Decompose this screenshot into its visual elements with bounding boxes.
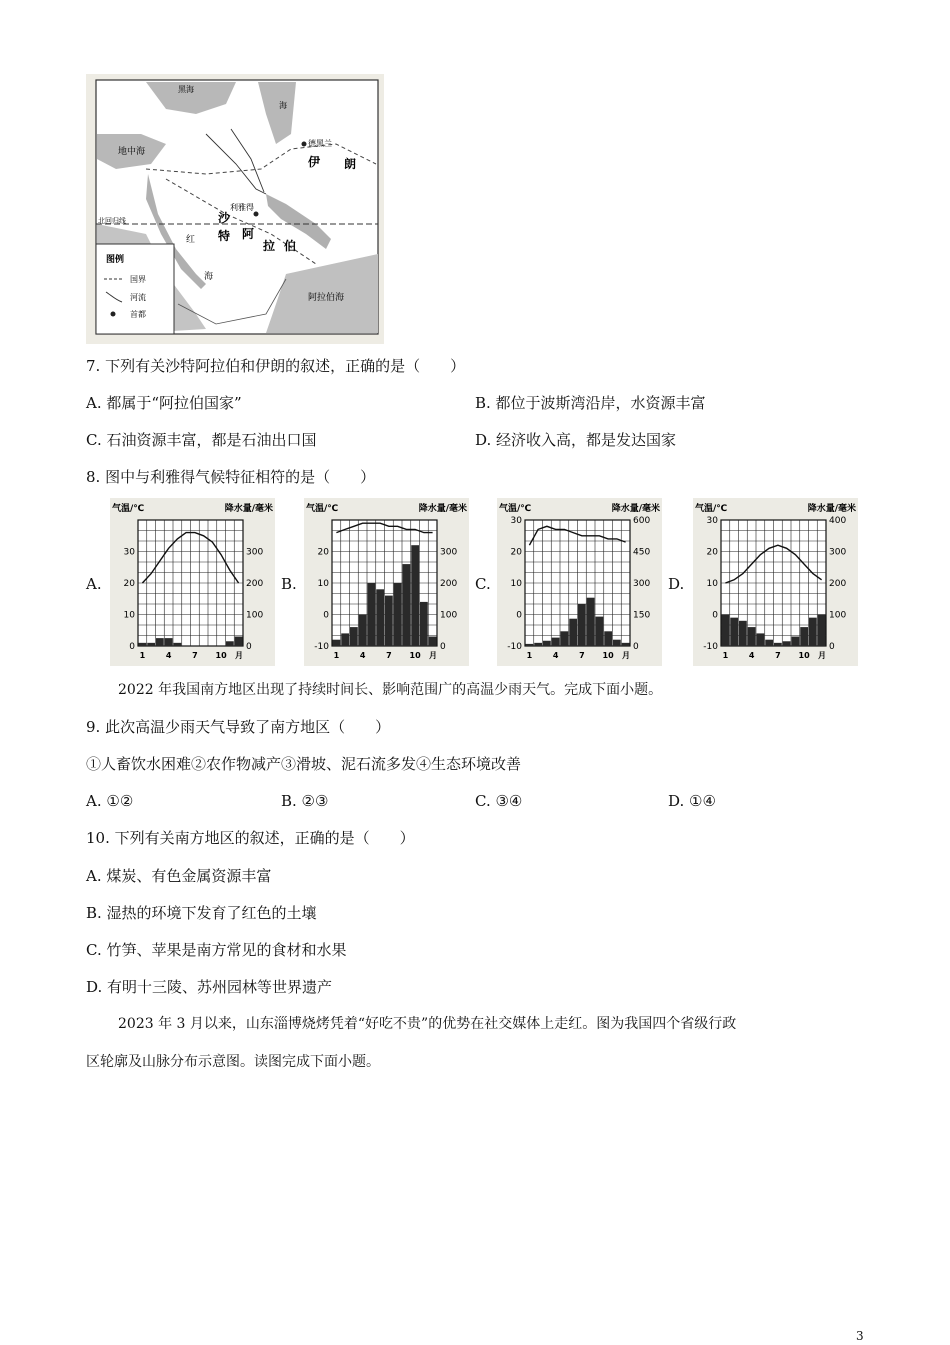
iran-label-2: 朗 bbox=[344, 157, 357, 171]
x-tick-label: 月 bbox=[235, 651, 243, 660]
precip-tick-label: 0 bbox=[440, 642, 446, 652]
x-tick-label: 4 bbox=[748, 651, 755, 660]
precipitation-bar bbox=[420, 602, 428, 646]
q7-option-c: C. 石油资源丰富，都是石油出口国 bbox=[86, 431, 317, 449]
legend-capital-label: 首都 bbox=[130, 310, 146, 319]
middle-east-map bbox=[86, 74, 384, 344]
q10-option-a: A. 煤炭、有色金属资源丰富 bbox=[86, 867, 272, 885]
precipitation-bar bbox=[587, 598, 595, 646]
x-tick-label: 10 bbox=[215, 651, 227, 660]
precipitation-bar bbox=[543, 641, 551, 646]
temp-tick-label: 0 bbox=[712, 610, 718, 621]
q7-option-d: D. 经济收入高，都是发达国家 bbox=[475, 431, 677, 449]
precipitation-bar bbox=[748, 627, 756, 646]
precipitation-bar bbox=[569, 619, 577, 646]
q9-option-c: C. ③④ bbox=[475, 792, 523, 810]
page-number: 3 bbox=[856, 1329, 864, 1343]
q9-items: ①人畜饮水困难②农作物减产③滑坡、泥石流多发④生态环境改善 bbox=[86, 755, 522, 773]
q8-letter-c: C. bbox=[475, 575, 491, 593]
y-axis-right-title: 降水量/毫米 bbox=[807, 504, 856, 514]
precipitation-bar bbox=[235, 637, 243, 646]
temp-tick-label: 30 bbox=[510, 516, 522, 526]
x-tick-label: 4 bbox=[552, 651, 559, 660]
precipitation-bar bbox=[739, 621, 747, 646]
tehran-capital-icon bbox=[302, 142, 307, 147]
legend-border-label: 国界 bbox=[130, 275, 146, 284]
q7-option-a: A. 都属于“阿拉伯国家” bbox=[86, 394, 242, 412]
red-sea-label-1: 红 bbox=[186, 235, 196, 245]
x-tick-label: 1 bbox=[722, 651, 729, 660]
precipitation-bar bbox=[809, 618, 817, 646]
precip-tick-label: 200 bbox=[246, 579, 264, 589]
precipitation-bar bbox=[534, 643, 542, 646]
riyadh-capital-icon bbox=[254, 212, 259, 217]
passage-drought: 2022 年我国南方地区出现了持续时间长、影响范围广的高温少雨天气。完成下面小题。 bbox=[118, 682, 663, 698]
tehran-label: 德黑兰 bbox=[308, 139, 332, 148]
temp-tick-label: 20 bbox=[706, 547, 718, 558]
precipitation-bar bbox=[552, 638, 560, 646]
legend-capital-icon bbox=[111, 312, 116, 317]
precip-tick-label: 200 bbox=[829, 579, 847, 589]
x-tick-label: 1 bbox=[139, 651, 146, 660]
y-axis-left-title: 气温/℃ bbox=[499, 504, 532, 514]
precip-tick-label: 400 bbox=[829, 516, 847, 526]
precipitation-bar bbox=[341, 633, 349, 646]
precip-tick-label: 100 bbox=[246, 610, 264, 621]
precipitation-bar bbox=[156, 638, 164, 646]
q10-option-c: C. 竹笋、苹果是南方常见的食材和水果 bbox=[86, 941, 347, 959]
precipitation-bar bbox=[800, 627, 808, 646]
temp-tick-label: -10 bbox=[703, 642, 718, 652]
caspian-label: 海 bbox=[279, 101, 287, 110]
x-tick-label: 月 bbox=[429, 651, 437, 660]
precipitation-bar bbox=[596, 617, 604, 646]
precipitation-bar bbox=[818, 615, 826, 647]
precipitation-bar bbox=[226, 641, 234, 646]
temp-tick-label: 30 bbox=[706, 516, 718, 526]
q10-option-b: B. 湿热的环境下发育了红色的土壤 bbox=[86, 904, 317, 922]
q8-letter-a: A. bbox=[86, 575, 102, 593]
red-sea-label-2: 海 bbox=[204, 272, 214, 282]
tropic-label: 北回归线 bbox=[98, 217, 126, 225]
saudi-label-5: 伯 bbox=[284, 239, 297, 253]
temp-tick-label: 10 bbox=[123, 610, 135, 621]
precip-tick-label: 300 bbox=[440, 547, 458, 558]
passage-zibo-line2: 区轮廓及山脉分布示意图。读图完成下面小题。 bbox=[86, 1054, 380, 1070]
precipitation-bar bbox=[174, 643, 182, 646]
y-axis-left-title: 气温/℃ bbox=[112, 504, 145, 514]
precip-tick-label: 100 bbox=[829, 610, 847, 621]
precipitation-bar bbox=[765, 640, 773, 646]
precipitation-bar bbox=[722, 615, 730, 647]
q8-letter-b: B. bbox=[281, 575, 297, 593]
precipitation-bar bbox=[774, 643, 782, 646]
x-tick-label: 月 bbox=[622, 651, 630, 660]
q10-option-d: D. 有明十三陵、苏州园林等世界遗产 bbox=[86, 978, 333, 996]
q9-option-a: A. ①② bbox=[86, 792, 134, 810]
precipitation-bar bbox=[411, 545, 419, 646]
temp-tick-label: -10 bbox=[314, 642, 329, 652]
q10-stem: 10. 下列有关南方地区的叙述，正确的是（ ） bbox=[86, 829, 415, 847]
climate-chart-a bbox=[110, 498, 275, 666]
precipitation-bar bbox=[604, 631, 612, 646]
precipitation-bar bbox=[368, 583, 376, 646]
precip-tick-label: 100 bbox=[440, 610, 458, 621]
saudi-label-4: 拉 bbox=[263, 239, 276, 253]
q7-option-b: B. 都位于波斯湾沿岸，水资源丰富 bbox=[475, 394, 706, 412]
legend-river-label: 河流 bbox=[130, 293, 146, 302]
temp-tick-label: 0 bbox=[323, 610, 329, 621]
precipitation-bar bbox=[165, 638, 173, 646]
precip-tick-label: 300 bbox=[246, 547, 264, 558]
passage-zibo-line1: 2023 年 3 月以来，山东淄博烧烤凭着“好吃不贵”的优势在社交媒体上走红。图为我国四个省级行政 bbox=[118, 1016, 737, 1032]
iran-label-1: 伊 bbox=[308, 155, 321, 169]
q9-option-b: B. ②③ bbox=[281, 792, 329, 810]
x-tick-label: 1 bbox=[333, 651, 340, 660]
y-axis-right-title: 降水量/毫米 bbox=[611, 504, 660, 514]
precipitation-bar bbox=[613, 640, 621, 646]
precipitation-bar bbox=[622, 643, 630, 646]
precipitation-bar bbox=[359, 615, 367, 647]
y-axis-left-title: 气温/℃ bbox=[695, 504, 728, 514]
precip-tick-label: 200 bbox=[440, 579, 458, 589]
precip-tick-label: 150 bbox=[633, 610, 651, 621]
q7-stem: 7. 下列有关沙特阿拉伯和伊朗的叙述，正确的是（ ） bbox=[86, 357, 466, 375]
climate-chart-b bbox=[304, 498, 469, 666]
precipitation-bar bbox=[526, 644, 534, 646]
legend-title: 图例 bbox=[106, 255, 125, 265]
precipitation-bar bbox=[403, 564, 411, 646]
riyadh-label: 利雅得 bbox=[230, 203, 254, 212]
precipitation-bar bbox=[578, 604, 586, 646]
precip-tick-label: 0 bbox=[829, 642, 835, 652]
y-axis-right-title: 降水量/毫米 bbox=[224, 504, 273, 514]
q8-letter-d: D. bbox=[668, 575, 685, 593]
x-tick-label: 7 bbox=[192, 651, 198, 660]
precipitation-bar bbox=[730, 618, 738, 646]
precipitation-bar bbox=[757, 633, 765, 646]
x-tick-label: 4 bbox=[359, 651, 366, 660]
x-tick-label: 月 bbox=[818, 651, 826, 660]
precipitation-bar bbox=[792, 637, 800, 646]
temp-tick-label: -10 bbox=[507, 642, 522, 652]
y-axis-right-title: 降水量/毫米 bbox=[418, 504, 467, 514]
precipitation-bar bbox=[139, 643, 147, 646]
precip-tick-label: 300 bbox=[829, 547, 847, 558]
q9-option-d: D. ①④ bbox=[668, 792, 716, 810]
climate-chart-d bbox=[693, 498, 858, 666]
precip-tick-label: 450 bbox=[633, 547, 651, 558]
temp-tick-label: 0 bbox=[516, 610, 522, 621]
x-tick-label: 7 bbox=[775, 651, 781, 660]
temp-tick-label: 10 bbox=[317, 579, 329, 589]
precip-tick-label: 0 bbox=[246, 642, 252, 652]
temp-tick-label: 20 bbox=[317, 547, 329, 558]
precipitation-bar bbox=[333, 640, 341, 646]
precip-tick-label: 300 bbox=[633, 579, 651, 589]
temp-tick-label: 20 bbox=[510, 547, 522, 558]
black-sea-label: 黑海 bbox=[178, 85, 194, 94]
precipitation-bar bbox=[394, 583, 402, 646]
climate-chart-c bbox=[497, 498, 662, 666]
mediterranean-label: 地中海 bbox=[118, 147, 146, 157]
temp-tick-label: 0 bbox=[129, 642, 135, 652]
y-axis-left-title: 气温/℃ bbox=[306, 504, 339, 514]
temp-tick-label: 10 bbox=[706, 579, 718, 589]
saudi-label-2: 特 bbox=[218, 229, 231, 243]
temp-tick-label: 10 bbox=[510, 579, 522, 589]
x-tick-label: 1 bbox=[526, 651, 533, 660]
precipitation-bar bbox=[147, 643, 155, 646]
precipitation-bar bbox=[350, 627, 358, 646]
arabian-sea-label: 阿拉伯海 bbox=[308, 293, 345, 303]
precipitation-bar bbox=[385, 596, 393, 646]
x-tick-label: 10 bbox=[602, 651, 614, 660]
saudi-label-3: 阿 bbox=[242, 227, 255, 241]
temp-tick-label: 20 bbox=[123, 579, 135, 589]
x-tick-label: 10 bbox=[798, 651, 810, 660]
precipitation-bar bbox=[783, 641, 791, 646]
x-tick-label: 7 bbox=[579, 651, 585, 660]
precipitation-bar bbox=[429, 637, 437, 646]
x-tick-label: 7 bbox=[386, 651, 392, 660]
map-svg bbox=[86, 74, 384, 344]
precip-tick-label: 0 bbox=[633, 642, 639, 652]
x-tick-label: 10 bbox=[409, 651, 421, 660]
temp-tick-label: 30 bbox=[123, 547, 135, 558]
precipitation-bar bbox=[376, 589, 384, 646]
precip-tick-label: 600 bbox=[633, 516, 651, 526]
x-tick-label: 4 bbox=[165, 651, 172, 660]
precipitation-bar bbox=[561, 631, 569, 646]
q9-stem: 9. 此次高温少雨天气导致了南方地区（ ） bbox=[86, 718, 391, 736]
saudi-label-1: 沙 bbox=[218, 211, 231, 225]
q8-stem: 8. 图中与利雅得气候特征相符的是（ ） bbox=[86, 468, 376, 486]
